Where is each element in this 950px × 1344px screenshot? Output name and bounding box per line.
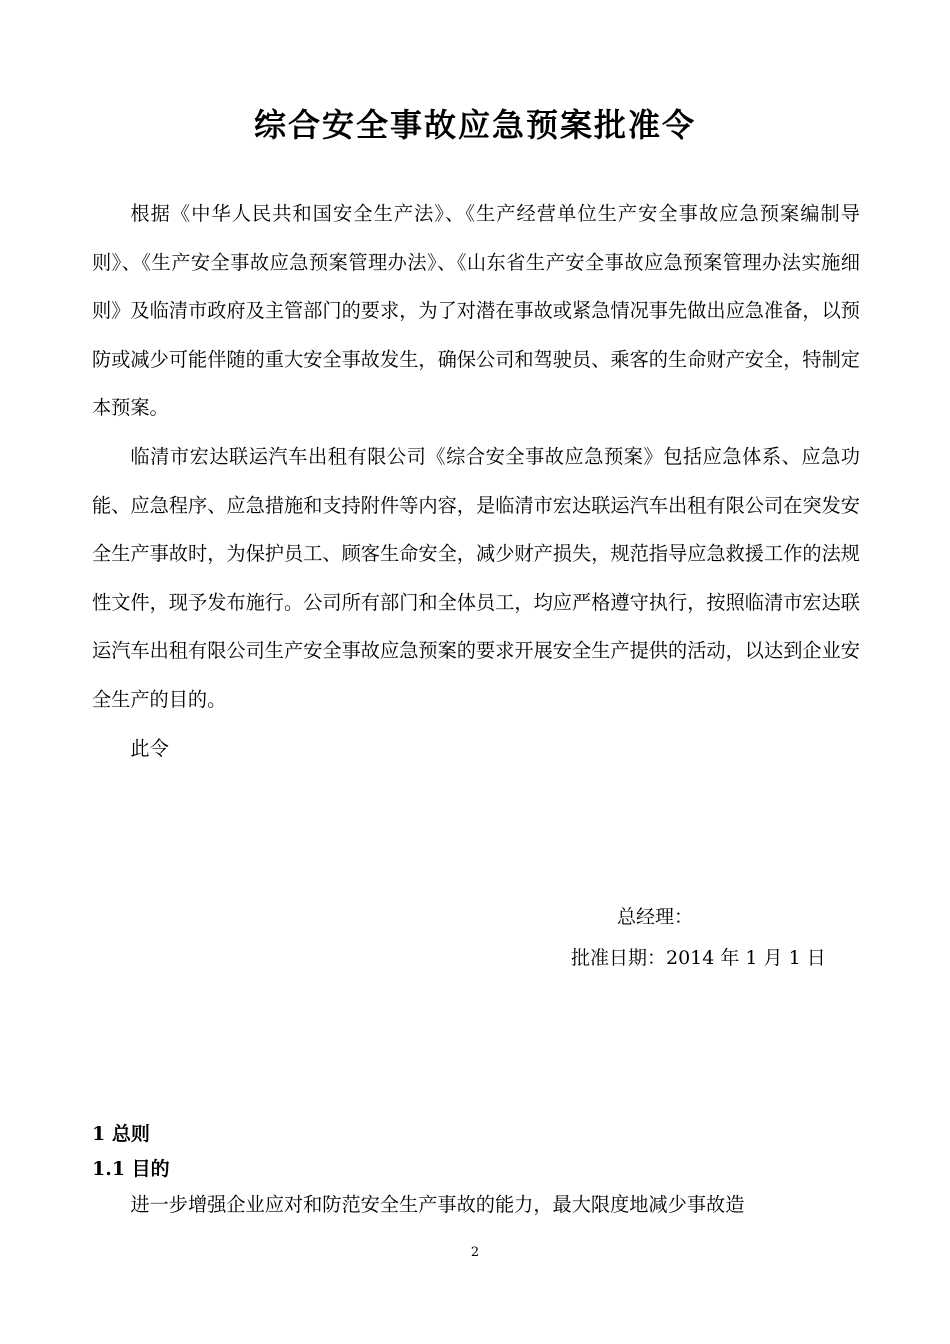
section-heading-general: 1 总则 [92,1123,150,1145]
document-title: 综合安全事故应急预案批准令 [253,106,696,144]
signature-manager: 总经理： [617,906,694,928]
signature-date: 批准日期：2014 年 1 月 1 日 [571,947,826,969]
document-body [92,190,860,773]
order-text: 此令 [130,736,169,760]
body-paragraph-2: 临清市宏达联运汽车出租有限公司《综合安全事故应急预案》包括应急体系、应急功能、应急程序、应急措施和支持附件等内容，是临清市宏达联运汽车出租有限公司在突发安全生产事故时，为保护员工、顾客生命安全，减少财产损失，规范指导应急救援工作的法规性文件，现予发布施行。公司所有部门和全体员工，均应严格遵守执行，按照临清市宏达联运汽车出租有限公司生产安全事故应急预案的要求开展安全生产提供的活动，以达到企业安全生产的目的。 [92,444,860,711]
body-paragraph-1: 根据《中华人民共和国安全生产法》、《生产经营单位生产安全事故应急预案编制导则》、《生产安全事故应急预案管理办法》、《山东省生产安全事故应急预案管理办法实施细则》及临清市政府及主管部门的要求，为了对潜在事故或紧急情况事先做出应急准备，以预防或减少可能伴随的重大安全事故发生，确保公司和驾驶员、乘客的生命财产安全，特制定本预案。 [92,202,860,420]
page-number: 2 [470,1245,480,1260]
purpose-paragraph: 进一步增强企业应对和防范安全生产事故的能力，最大限度地减少事故造 [130,1193,745,1216]
section-heading-purpose: 1.1 目的 [92,1158,170,1180]
